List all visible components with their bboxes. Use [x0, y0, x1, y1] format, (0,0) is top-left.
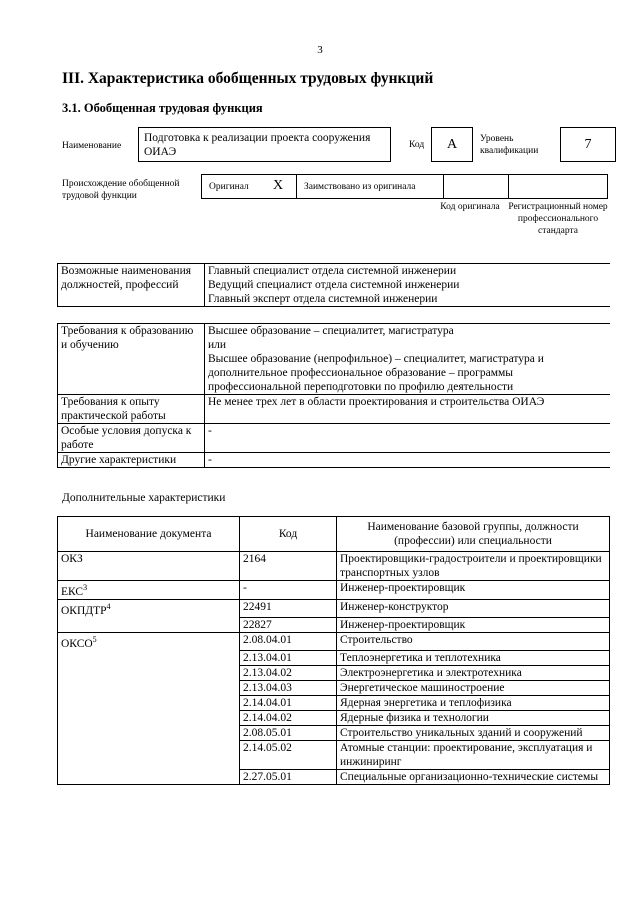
footnote-ref: 5 — [92, 635, 97, 645]
additional-doc-cell — [58, 681, 240, 696]
col-header-document: Наименование документа — [58, 517, 240, 552]
additional-body — [58, 552, 610, 785]
requirement-row — [58, 453, 611, 468]
additional-name: Ядерная энергетика и теплофизика — [337, 696, 610, 711]
position-item: Главный эксперт отдела системной инженерии — [208, 293, 438, 305]
additional-doc-cell — [58, 599, 240, 617]
origin-label: Происхождение обобщенной трудовой функции — [62, 179, 180, 201]
additional-doc-cell — [58, 633, 240, 651]
additional-name: Инженер-конструктор — [337, 599, 610, 617]
additional-code: 2.08.05.01 — [240, 726, 337, 741]
origin-divider-2 — [443, 175, 444, 198]
additional-code: 2.08.04.01 — [240, 633, 337, 651]
requirement-line: Высшее образование (непрофильное) – специалитет, магистратура и дополнительное профессиональное образование – программы профессиональной переподготовки по профилю деятельности — [208, 353, 544, 393]
section-title: III. Характеристика обобщенных трудовых функций — [62, 70, 434, 87]
origin-box — [201, 174, 608, 199]
additional-code: 22491 — [240, 599, 337, 617]
original-mark: X — [273, 178, 284, 193]
additional-code: 2164 — [240, 552, 337, 581]
additional-code: 2.14.05.02 — [240, 741, 337, 770]
additional-header-row — [58, 517, 610, 552]
additional-name: Ядерные физика и технологии — [337, 711, 610, 726]
additional-doc-cell — [58, 618, 240, 633]
additional-doc-cell — [58, 741, 240, 770]
additional-row — [58, 618, 610, 633]
additional-code: 2.13.04.03 — [240, 681, 337, 696]
additional-row — [58, 711, 610, 726]
additional-doc-cell — [58, 581, 240, 600]
additional-doc-cell — [58, 726, 240, 741]
additional-name: Инженер-проектировщик — [337, 618, 610, 633]
origin-divider-3 — [508, 175, 509, 198]
additional-code: 2.13.04.01 — [240, 651, 337, 666]
additional-name: Инженер-проектировщик — [337, 581, 610, 600]
origin-divider-1 — [296, 175, 297, 198]
footnote-ref: 4 — [106, 601, 111, 611]
function-name-box — [138, 127, 391, 162]
requirement-line: - — [208, 454, 212, 466]
function-code-box: А — [431, 127, 473, 162]
additional-row — [58, 770, 610, 785]
requirement-line: - — [208, 425, 212, 437]
requirement-value — [205, 324, 611, 395]
additional-table — [57, 516, 610, 785]
additional-code: 22827 — [240, 618, 337, 633]
additional-row — [58, 666, 610, 681]
requirement-value — [205, 424, 611, 453]
additional-name: Строительство — [337, 633, 610, 651]
position-item: Главный специалист отдела системной инженерии — [208, 265, 457, 277]
additional-row — [58, 651, 610, 666]
additional-doc-cell — [58, 552, 240, 581]
positions-table — [57, 263, 610, 307]
additional-row — [58, 599, 610, 617]
level-value-box: 7 — [560, 127, 616, 162]
additional-code: 2.13.04.02 — [240, 666, 337, 681]
name-label: Наименование — [62, 141, 122, 151]
page-number: 3 — [317, 44, 323, 56]
additional-doc: ОКПДТР — [61, 604, 107, 617]
footnote-ref: 3 — [83, 583, 88, 592]
requirement-line: Высшее образование – специалитет, магистратура — [208, 325, 454, 337]
positions-label: Возможные наименования должностей, профессий — [58, 264, 205, 307]
positions-values — [205, 264, 611, 307]
additional-doc-cell — [58, 711, 240, 726]
additional-row — [58, 552, 610, 581]
additional-doc: ЕКС — [61, 585, 84, 598]
additional-row — [58, 726, 610, 741]
code-original-caption: Код оригинала — [440, 202, 500, 212]
requirement-label: Особые условия допуска к работе — [58, 424, 205, 453]
additional-name: Электроэнергетика и электротехника — [337, 666, 610, 681]
requirement-label: Требования к образованию и обучению — [58, 324, 205, 395]
additional-doc: ОКЗ — [61, 553, 83, 565]
additional-row — [58, 741, 610, 770]
requirement-line: Не менее трех лет в области проектирования и строительства ОИАЭ — [208, 396, 545, 408]
level-label: Уровень квалификации — [480, 134, 539, 156]
additional-heading: Дополнительные характеристики — [62, 492, 226, 504]
additional-name: Специальные организационно-технические системы — [337, 770, 610, 785]
requirement-label: Требования к опыту практической работы — [58, 395, 205, 424]
position-item: Ведущий специалист отдела системной инженерии — [208, 279, 460, 291]
additional-row — [58, 581, 610, 600]
additional-code: 2.14.04.02 — [240, 711, 337, 726]
function-name-value: Подготовка к реализации проекта сооружения ОИАЭ — [144, 132, 371, 158]
requirement-label: Другие характеристики — [58, 453, 205, 468]
additional-name: Проектировщики-градостроители и проектировщики транспортных узлов — [337, 552, 610, 581]
borrowed-label: Заимствовано из оригинала — [304, 182, 416, 192]
additional-doc-cell — [58, 770, 240, 785]
additional-row — [58, 633, 610, 651]
additional-name: Строительство уникальных зданий и сооружений — [337, 726, 610, 741]
additional-code: - — [240, 581, 337, 600]
col-header-code: Код — [240, 517, 337, 552]
additional-name: Теплоэнергетика и теплотехника — [337, 651, 610, 666]
additional-name: Атомные станции: проектирование, эксплуатация и инжиниринг — [337, 741, 610, 770]
additional-row — [58, 681, 610, 696]
requirement-value — [205, 453, 611, 468]
col-header-name: Наименование базовой группы, должности (профессии) или специальности — [337, 517, 610, 552]
code-label: Код — [409, 140, 425, 150]
additional-doc-cell — [58, 651, 240, 666]
requirement-row — [58, 395, 611, 424]
reg-number-caption: Регистрационный номер профессионального стандарта — [508, 202, 608, 236]
additional-doc-cell — [58, 666, 240, 681]
original-label: Оригинал — [209, 182, 249, 192]
requirement-row — [58, 324, 611, 395]
additional-code: 2.27.05.01 — [240, 770, 337, 785]
additional-doc: ОКСО — [61, 637, 93, 650]
additional-code: 2.14.04.01 — [240, 696, 337, 711]
positions-row — [58, 264, 611, 307]
additional-doc-cell — [58, 696, 240, 711]
requirement-value — [205, 395, 611, 424]
requirement-line: или — [208, 339, 227, 351]
subsection-title: 3.1. Обобщенная трудовая функция — [62, 101, 263, 115]
requirement-row — [58, 424, 611, 453]
additional-name: Энергетическое машиностроение — [337, 681, 610, 696]
requirements-table — [57, 323, 610, 468]
additional-row — [58, 696, 610, 711]
